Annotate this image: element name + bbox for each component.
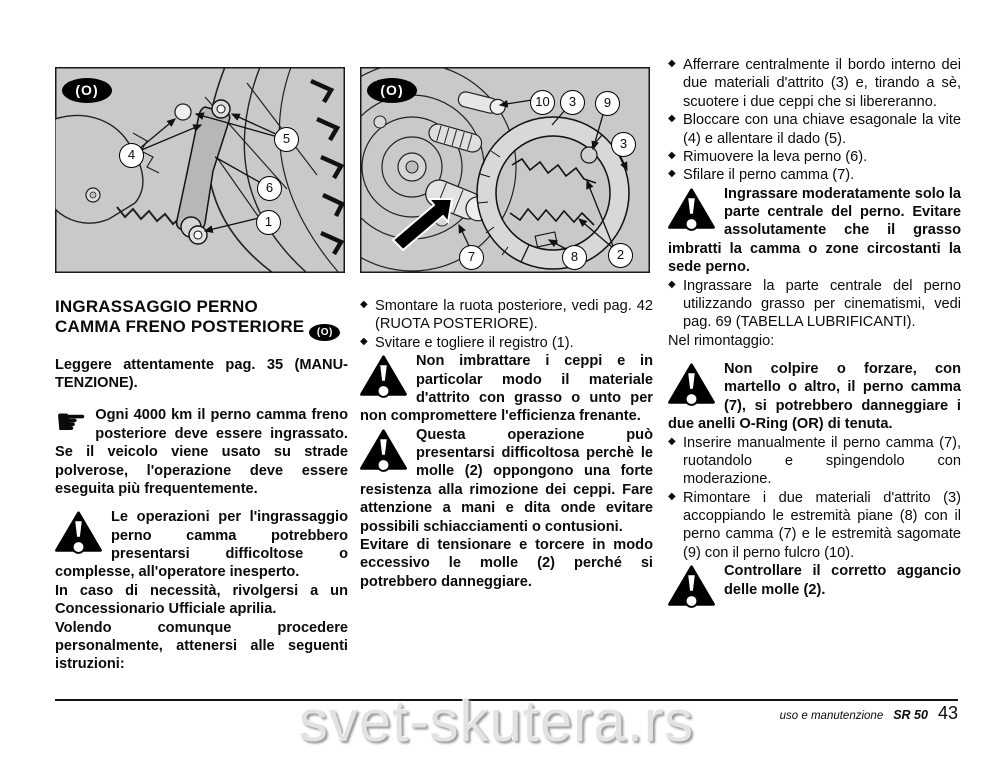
callout-3: 3 [611, 132, 636, 157]
diamond-bullet-icon: ◆ [668, 58, 676, 69]
footer-model-label: SR 50 [893, 708, 928, 722]
brake-eye-icon: (O) [309, 324, 340, 341]
intro-reference: Leggere attentamente pag. 35 (MANU-TENZIONE). [55, 356, 348, 392]
warning-text: In caso di necessità, rivolgersi a un Concessionario Ufficiale aprilia. [55, 582, 348, 618]
left-column [55, 67, 348, 674]
warning-triangle-icon [668, 565, 715, 609]
warning-triangle-icon [668, 363, 715, 407]
warning-text: Ingrassare moderatamente solo la parte centrale del perno. Evitare assolutamente che il grasso imbratti la camma o zone circostanti la sede perno. [668, 185, 961, 276]
step-text: Afferrare centralmente il bordo interno dei due materiali d'attrito (3) e, tirando a sè, scuotere i due ceppi che si libereranno. [683, 57, 961, 110]
step-lock-screw [668, 111, 961, 148]
warning-text: Controllare il corretto aggancio delle molle (2). [724, 563, 961, 598]
warning-triangle-icon [668, 188, 715, 232]
callout-7: 7 [459, 245, 484, 270]
callout-8: 8 [562, 245, 587, 270]
diamond-bullet-icon: ◆ [668, 149, 676, 161]
brake-eye-icon: (O) [367, 78, 417, 103]
step-text: Inserire manualmente il perno camma (7), ruotandolo e spingendolo con moderazione. [683, 434, 961, 488]
step-remove-adjuster [360, 334, 653, 352]
title-line-2: CAMMA FRENO POSTERIORE [55, 316, 305, 336]
step-grab-linings [668, 56, 961, 111]
step-insert-pin [668, 434, 961, 489]
pointing-hand-icon: ☛ [55, 402, 88, 444]
step-text: Svitare e togliere il registro (1). [375, 334, 574, 351]
middle-column [360, 67, 653, 591]
brake-eye-icon: (O) [62, 78, 112, 103]
step-extract-pin [668, 166, 961, 184]
diamond-bullet-icon: ◆ [668, 435, 676, 447]
remount-label: Nel rimontaggio: [668, 332, 775, 349]
title-line-1: INGRASSAGGIO PERNO [55, 297, 258, 316]
note-text: Ogni 4000 km il perno camma freno posteriore deve essere ingrassato. Se il veicolo viene usato su strade polverose, l'operazione deve essere eseguita più frequentemente. [55, 407, 348, 497]
warning-triangle-icon [360, 429, 407, 473]
callout-1: 1 [256, 210, 281, 235]
diamond-bullet-icon: ◆ [360, 335, 368, 347]
step-remove-wheel [360, 297, 653, 334]
right-column [668, 56, 961, 609]
callout-2: 2 [608, 243, 633, 268]
warning-block-grease-pin [668, 185, 961, 277]
callout-6: 6 [257, 176, 282, 201]
step-text: Sfilare il perno camma (7). [683, 167, 855, 184]
note-block [55, 402, 348, 498]
warning-block-springs [360, 426, 653, 591]
diamond-bullet-icon: ◆ [668, 278, 676, 290]
footer-section-label: uso e manutenzione [779, 710, 884, 722]
warning-text: Non colpire o forzare, con martello o altro, il perno camma (7), si potrebbero danneggiare i due anelli O-Ring (OR) di tenuta. [668, 361, 961, 433]
warning-block-shoes [360, 352, 653, 426]
step-text: Rimontare i due materiali d'attrito (3) accoppiando le estremità piane (8) con il perno camma (7) e le estremità sagomate (9) con il perno fulcro (10). [683, 489, 961, 561]
step-text: Bloccare con una chiave esagonale la vite (4) e allentare il dado (5). [683, 112, 961, 147]
warning-text: Volendo comunque procedere personalmente, attenersi alle seguenti istruzioni: [55, 619, 348, 673]
footer-page-number: 43 [937, 703, 958, 723]
callout-3: 3 [560, 90, 585, 115]
warning-triangle-icon [55, 511, 102, 555]
step-remove-lever [668, 148, 961, 166]
diamond-bullet-icon: ◆ [668, 168, 676, 180]
step-text: Smontare la ruota posteriore, vedi pag. 42 (RUOTA POSTERIORE). [375, 298, 653, 333]
warning-block-check-springs [668, 562, 961, 609]
figure-brake-lever [55, 67, 345, 273]
step-text: Ingrassare la parte centrale del perno utilizzando grasso per cinematismi, vedi pag. 69 (TABELLA LUBRIFICANTI). [683, 277, 961, 331]
step-grease-center [668, 277, 961, 332]
callout-10: 10 [530, 90, 555, 115]
callout-9: 9 [595, 91, 620, 116]
warning-text: Questa operazione può presentarsi difficoltosa perchè le molle (2) oppongono una forte resistenza alla rimozione dei ceppi. Fare attenzione a mani e dita onde evitare possibili schiacciamenti o contusioni. [360, 426, 653, 535]
callout-5: 5 [274, 127, 299, 152]
warning-block-no-hammer [668, 360, 961, 434]
section-title [55, 297, 348, 341]
step-text: Rimuovere la leva perno (6). [683, 148, 868, 165]
warning-text: Evitare di tensionare e torcere in modo eccessivo le molle (2) perché si potrebbero danneggiare. [360, 536, 653, 590]
warning-block-greasing [55, 508, 348, 673]
callout-4: 4 [119, 143, 144, 168]
watermark: svet-skutera.rs [298, 689, 695, 754]
diamond-bullet-icon: ◆ [668, 113, 676, 125]
warning-triangle-icon [360, 355, 407, 399]
warning-text: Le operazioni per l'ingrassaggio perno camma potrebbero presentarsi difficoltose o complesse, all'operatore inesperto. [55, 509, 348, 581]
figure-brake-shoes [360, 67, 650, 273]
step-refit-linings [668, 489, 961, 563]
diamond-bullet-icon: ◆ [360, 299, 368, 310]
diamond-bullet-icon: ◆ [668, 490, 676, 502]
warning-text: Non imbrattare i ceppi e in particolar modo il materiale d'attrito con grasso o unto per non compromettere l'efficienza frenante. [360, 353, 653, 425]
